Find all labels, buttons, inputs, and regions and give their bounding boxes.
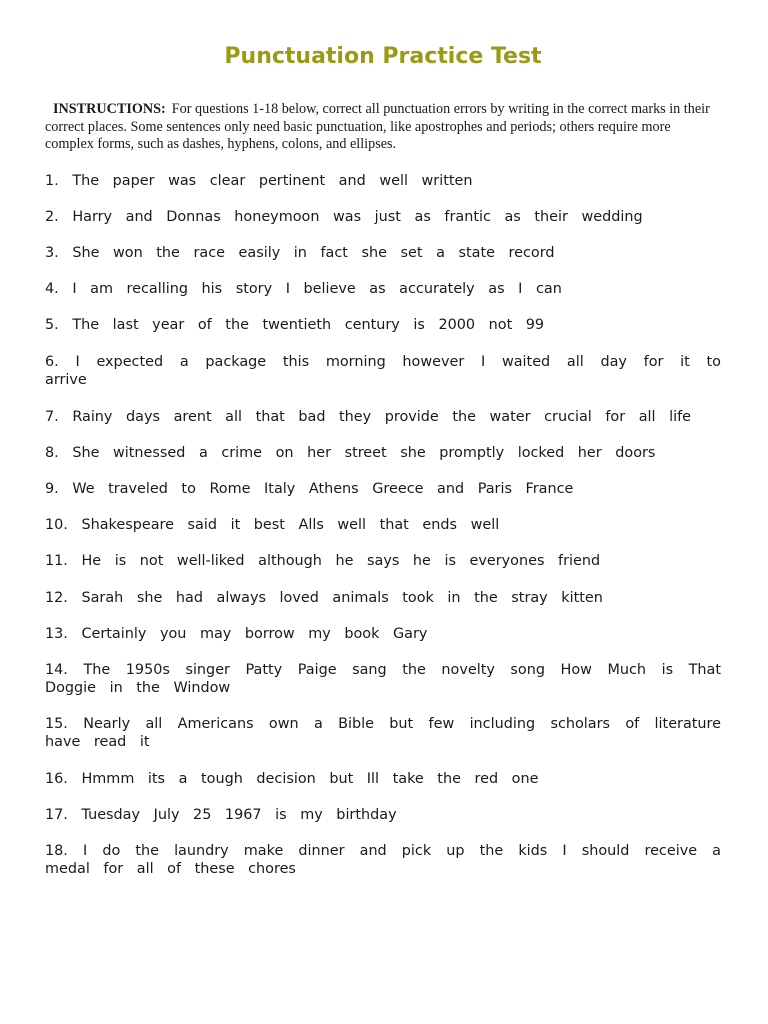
question-item [45, 480, 721, 498]
question-text: Rainy days arent all that bad they provide the water crucial for all life [72, 409, 692, 425]
question-item [45, 444, 721, 462]
question-number: 17. [45, 807, 68, 823]
question-number: 2. [45, 209, 59, 225]
question-text: The 1950s singer Patty Paige sang the novelty song How Much is That Doggie in the Window [45, 662, 721, 696]
question-number: 5. [45, 317, 59, 333]
question-number: 1. [45, 173, 59, 189]
question-text: He is not well-liked although he says he is everyones friend [81, 553, 601, 569]
question-item [45, 770, 721, 788]
question-item [45, 806, 721, 824]
question-number: 15. [45, 716, 68, 732]
question-item [45, 316, 721, 334]
question-number: 6. [45, 354, 59, 370]
question-number: 4. [45, 281, 59, 297]
question-text: I am recalling his story I believe as accurately as I can [72, 281, 562, 297]
instructions-text: For questions 1-18 below, correct all punctuation errors by writing in the correct marks in their correct places. Some sentences only need basic punctuation, like apostrophes and periods; others require more complex forms, such as dashes, hyphens, colons, and ellipses. [45, 101, 710, 152]
question-number: 12. [45, 590, 68, 606]
question-item [45, 353, 721, 389]
question-text: Hmmm its a tough decision but Ill take the red one [81, 771, 539, 787]
question-text: Harry and Donnas honeymoon was just as frantic as their wedding [72, 209, 643, 225]
question-text: I expected a package this morning however I waited all day for it to arrive [45, 354, 721, 388]
question-item [45, 625, 721, 643]
page-title: Punctuation Practice Test [224, 44, 542, 69]
instructions [45, 101, 721, 154]
question-item [45, 280, 721, 298]
question-item [45, 208, 721, 226]
question-text: She won the race easily in fact she set a state record [72, 245, 555, 261]
question-item [45, 408, 721, 426]
question-number: 9. [45, 481, 59, 497]
question-item [45, 552, 721, 570]
question-text: Tuesday July 25 1967 is my birthday [81, 807, 397, 823]
question-number: 16. [45, 771, 68, 787]
question-item [45, 661, 721, 697]
question-number: 3. [45, 245, 59, 261]
question-number: 11. [45, 553, 68, 569]
question-text: Certainly you may borrow my book Gary [81, 626, 428, 642]
question-number: 13. [45, 626, 68, 642]
question-number: 8. [45, 445, 59, 461]
question-number: 18. [45, 843, 68, 859]
question-text: I do the laundry make dinner and pick up the kids I should receive a medal for all of these chores [45, 843, 721, 877]
question-item [45, 172, 721, 190]
instructions-lead: INSTRUCTIONS: [53, 101, 166, 117]
question-item [45, 516, 721, 534]
question-number: 14. [45, 662, 68, 678]
question-item [45, 589, 721, 607]
question-number: 7. [45, 409, 59, 425]
question-number: 10. [45, 517, 68, 533]
question-text: Nearly all Americans own a Bible but few including scholars of literature have read it [45, 716, 721, 750]
question-text: The paper was clear pertinent and well written [72, 173, 473, 189]
question-item [45, 842, 721, 878]
question-text: Sarah she had always loved animals took in the stray kitten [81, 590, 603, 606]
question-text: She witnessed a crime on her street she promptly locked her doors [72, 445, 656, 461]
question-text: The last year of the twentieth century is 2000 not 99 [72, 317, 545, 333]
question-text: Shakespeare said it best Alls well that ends well [81, 517, 500, 533]
question-item [45, 715, 721, 751]
question-item [45, 244, 721, 262]
question-text: We traveled to Rome Italy Athens Greece and Paris France [72, 481, 574, 497]
